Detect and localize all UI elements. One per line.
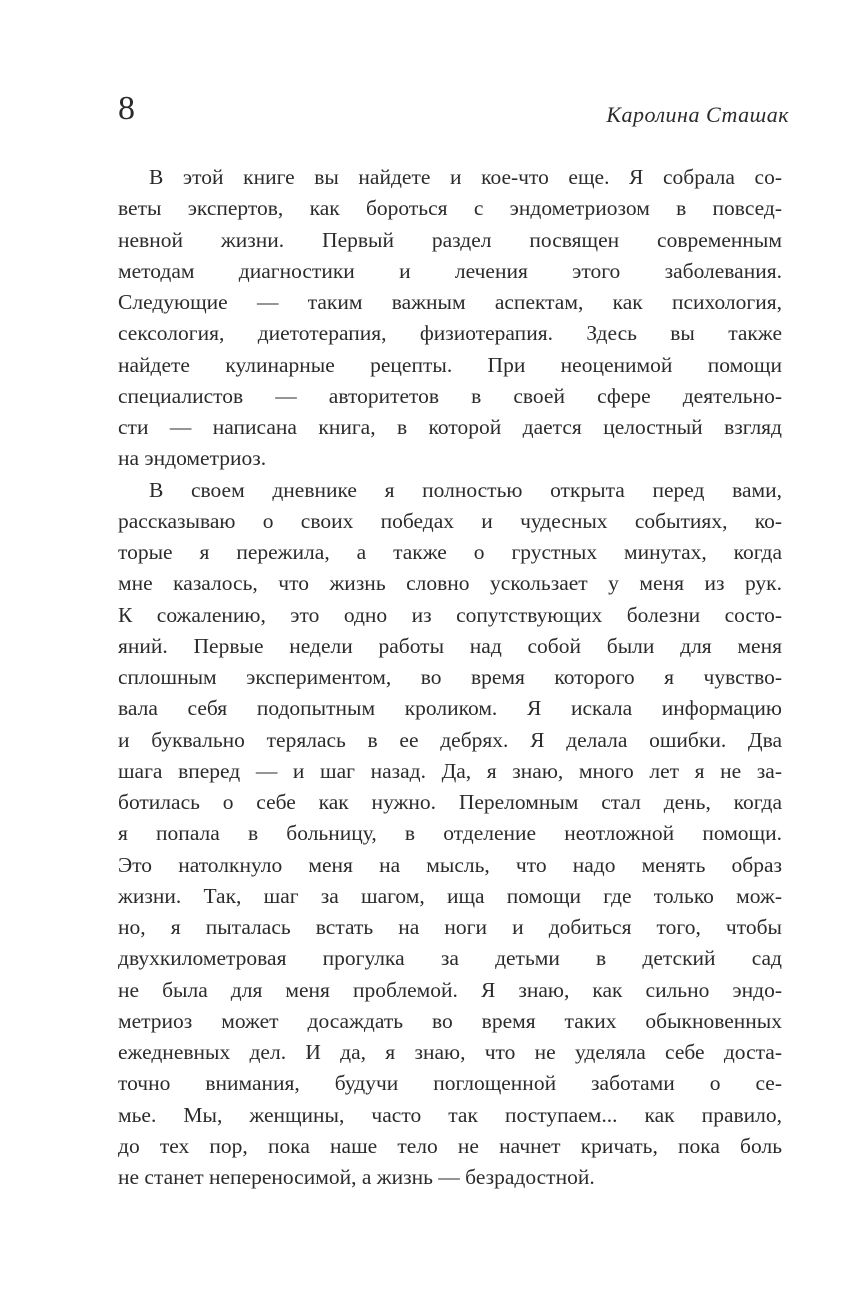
page-number: 8 [118,90,135,127]
text-line: до тех пор, пока наше тело не начнет кричать, пока боль [118,1133,782,1158]
text-line: но, я пыталась встать на ноги и добиться того, чтобы [118,915,782,939]
text-line: точно внимания, будучи поглощенной заботами о се- [118,1071,782,1096]
text-line: двухкилометровая прогулка за детьми в детский сад [118,946,782,971]
text-line: мье. Мы, женщины, часто так поступаем... как правило, [118,1102,782,1127]
body-text [118,162,782,1193]
text-line: яний. Первые недели работы над собой были для меня [118,633,782,658]
text-line: не станет непереносимой, а жизнь — безрадостной. [118,1165,595,1189]
text-line: веты экспертов, как бороться с эндометриозом в повсед- [118,196,782,221]
text-line: Следующие — таким важным аспектам, как психология, [118,290,782,314]
text-line: вала себя подопытным кроликом. Я искала информацию [118,696,782,721]
paragraph-2 [118,475,782,1194]
text-line: сти — написана книга, в которой дается целостный взгляд [118,415,782,439]
text-line: сплошным экспериментом, во время которого я чувство- [118,665,782,689]
text-line: жизни. Так, шаг за шагом, ища помощи где только мож- [118,883,782,908]
text-line: рассказываю о своих победах и чудесных событиях, ко- [118,508,782,533]
text-line: ботилась о себе как нужно. Переломным стал день, когда [118,790,782,814]
running-header-author: Каролина Сташак [606,102,789,127]
text-line: методам диагностики и лечения этого заболевания. [118,258,782,283]
text-line: В этой книге вы найдете и кое-что еще. Я собрала со- [149,165,782,189]
text-line: ежедневных дел. И да, я знаю, что не уделяла себе доста- [118,1040,782,1064]
text-line: невной жизни. Первый раздел посвящен современным [118,227,782,252]
text-line: Это натолкнуло меня на мысль, что надо менять образ [118,852,782,877]
paragraph-1 [118,162,782,475]
text-line: не была для меня проблемой. Я знаю, как сильно эндо- [118,977,782,1002]
text-line: я попала в больницу, в отделение неотложной помощи. [118,821,782,846]
text-line: метриоз может досаждать во время таких обыкновенных [118,1008,782,1033]
text-line: найдете кулинарные рецепты. При неоценимой помощи [118,352,782,377]
text-line: торые я пережила, а также о грустных минутах, когда [118,540,782,564]
text-line: на эндометриоз. [118,446,267,471]
text-line: В своем дневнике я полностью открыта перед вами, [149,477,782,502]
text-line: специалистов — авторитетов в своей сфере деятельно- [118,383,782,408]
text-line: мне казалось, что жизнь словно ускользает у меня из рук. [118,571,782,596]
text-line: шага вперед — и шаг назад. Да, я знаю, много лет я не за- [118,758,782,783]
text-line: сексология, диетотерапия, физиотерапия. Здесь вы также [118,321,782,346]
text-line: К сожалению, это одно из сопутствующих болезни состо- [118,602,782,627]
text-line: и буквально терялась в ее дебрях. Я делала ошибки. Два [118,727,782,752]
